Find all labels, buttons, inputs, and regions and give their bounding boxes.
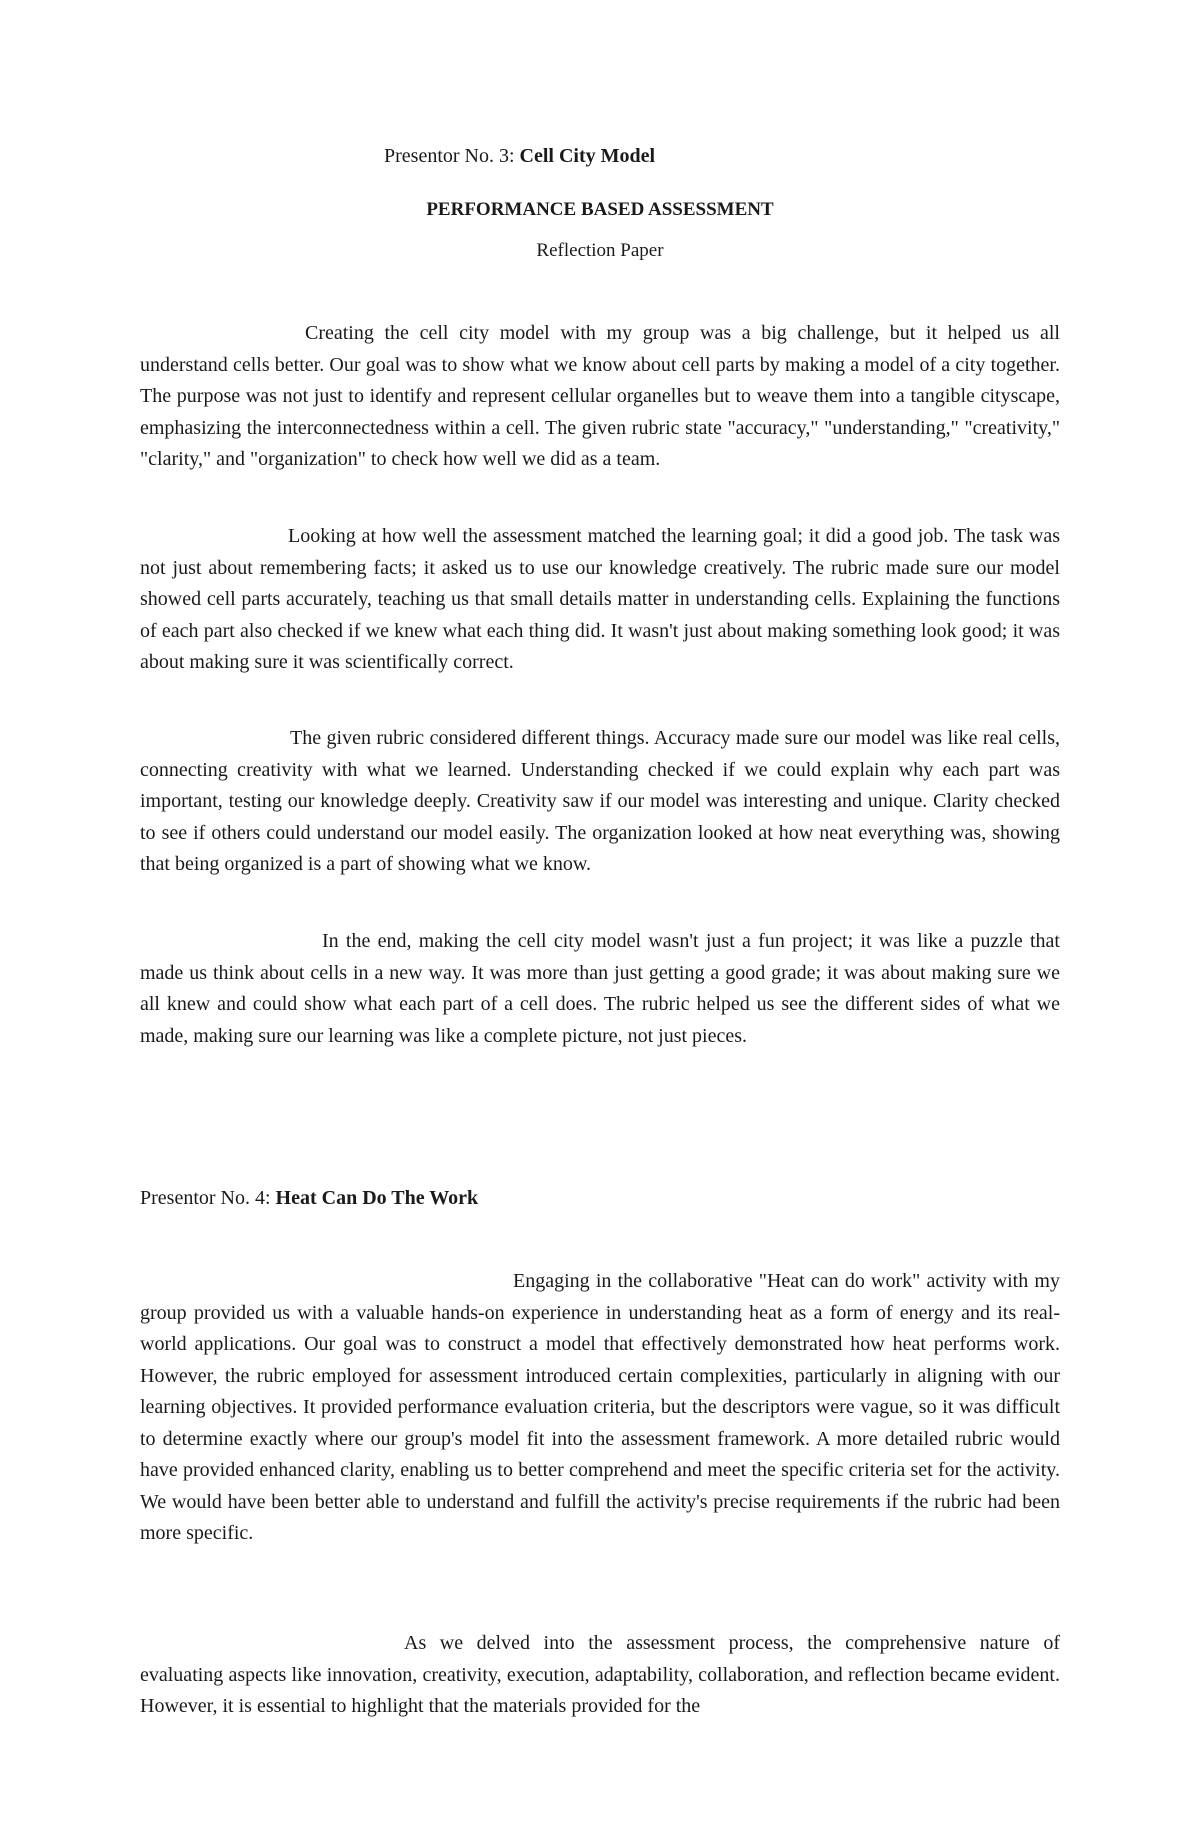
section1-paragraph-1: Creating the cell city model with my group was a big challenge, but it helped us all understand cells better. Our goal was to show what we know about cell parts by making a model of a city together. The purpose was not just to identify and represent cellular organelles but to weave them into a tangible cityscape, emphasizing the interconnectedness within a cell. The given rubric state "accuracy," "understanding," "creativity," "clarity," and "organization" to check how well we did as a team. bbox=[140, 322, 1060, 470]
presenter-3-title: Cell City Model bbox=[519, 145, 656, 167]
section2-paragraph-2: As we delved into the assessment process, the comprehensive nature of evaluating aspects like innovation, creativity, execution, adaptability, collaboration, and reflection became evident. However, it is essential to highlight that the materials provided for the bbox=[140, 1632, 1060, 1717]
presenter-4-heading bbox=[140, 1185, 478, 1211]
section1-paragraph-2: Looking at how well the assessment matched the learning goal; it did a good job. The task was not just about remembering facts; it asked us to use our knowledge creatively. The rubric made sure our model showed cell parts accurately, teaching us that small details matter in understanding cells. Explaining the functions of each part also checked if we knew what each thing did. It wasn't just about making something look good; it was about making sure it was scientifically correct. bbox=[140, 525, 1060, 673]
reflection-subtitle: Reflection Paper bbox=[536, 240, 664, 261]
section1-paragraph-4: In the end, making the cell city model wasn't just a fun project; it was like a puzzle that made us think about cells in a new way. It was more than just getting a good grade; it was about making sure we all knew and could show what each part of a cell does. The rubric helped us see the different sides of what we made, making sure our learning was like a complete picture, not just pieces. bbox=[140, 930, 1060, 1047]
section2-paragraph-1: Engaging in the collaborative "Heat can do work" activity with my group provided us with a valuable hands-on experience in understanding heat as a form of energy and its real-world applications. Our goal was to construct a model that effectively demonstrated how heat performs work. However, the rubric employed for assessment introduced certain complexities, particularly in aligning with our learning objectives. It provided performance evaluation criteria, but the descriptors were vague, so it was difficult to determine exactly where our group's model fit into the assessment framework. A more detailed rubric would have provided enhanced clarity, enabling us to better comprehend and meet the specific criteria set for the activity. We would have been better able to understand and fulfill the activity's precise requirements if the rubric had been more specific. bbox=[140, 1270, 1060, 1544]
assessment-title: PERFORMANCE BASED ASSESSMENT bbox=[426, 199, 774, 220]
presenter-4-prefix: Presentor No. 4: bbox=[140, 1187, 271, 1209]
section1-paragraph-3: The given rubric considered different things. Accuracy made sure our model was like real cells, connecting creativity with what we learned. Understanding checked if we could explain why each part was important, testing our knowledge deeply. Creativity saw if our model was interesting and unique. Clarity checked to see if others could understand our model easily. The organization looked at how neat everything was, showing that being organized is a part of showing what we know. bbox=[140, 727, 1060, 875]
presenter-3-heading bbox=[384, 143, 655, 169]
presenter-4-title: Heat Can Do The Work bbox=[275, 1187, 479, 1209]
presenter-3-prefix: Presentor No. 3: bbox=[384, 145, 515, 167]
